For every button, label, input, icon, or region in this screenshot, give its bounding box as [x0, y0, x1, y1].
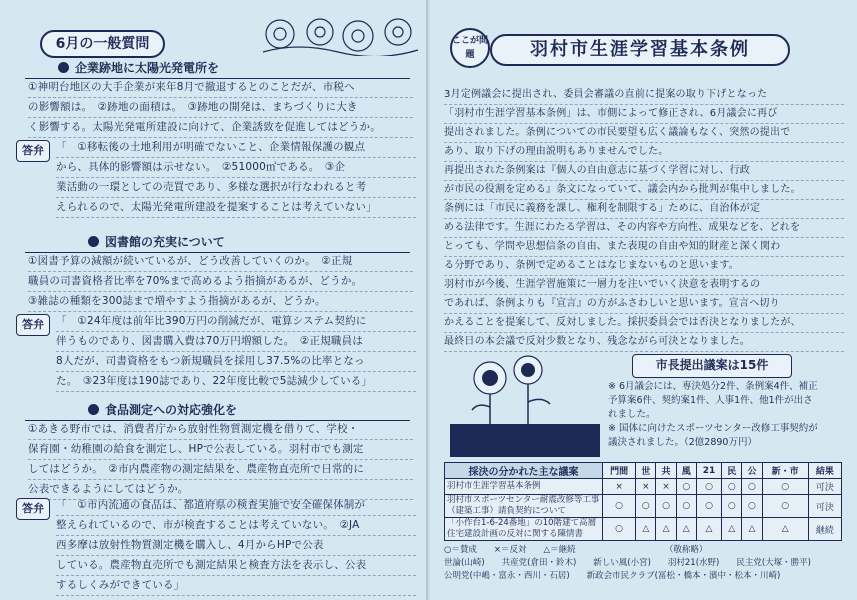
flower-illustration: [258, 12, 423, 56]
vote-cell: △: [636, 518, 656, 541]
vote-cell: ○: [676, 479, 696, 495]
column-header: 結果: [808, 463, 841, 479]
vote-cell: ○: [656, 495, 676, 518]
bullet-icon: [88, 236, 99, 247]
vote-cell: △: [656, 518, 676, 541]
question-text: ①図書予算の減額が続いているが、どう改善していくのか。 ②正規 職員の司書資格者比率を70%まで高めるよう指摘があるが、どうか。 ③雑誌の種類を300誌まで増やすよう指摘があるが、どうか。: [28, 252, 413, 312]
vote-cell: ○: [762, 479, 808, 495]
page-title: 羽村市生涯学習基本条例: [490, 34, 790, 66]
vote-cell: ○: [696, 479, 721, 495]
section-heading: 食品測定への対応強化を: [88, 398, 408, 420]
vote-cell: ○: [762, 495, 808, 518]
column-header: 風: [676, 463, 696, 479]
answer-text: 「 ①移転後の土地利用が明確でないこと、企業情報保護の観点 から、具体的影響額は示せない。 ②51000㎡である。 ③企 業活動の一環としての売買であり、多様な選択が行なわれると考 えられるので、太陽光発電所建設を提案することは考えていない」: [56, 138, 416, 218]
problem-badge: ここが問題: [450, 28, 490, 68]
result-cell: 可決: [808, 479, 841, 495]
table-row: [445, 479, 842, 495]
bill-count-heading: 市長提出議案は15件: [632, 354, 792, 378]
answer-text: 「 ①24年度は前年比390万円の削減だが、電算システム契約に 伴うものであり、図書購入費は70万円増額した。 ②正規職員は 8人だが、司書資格をもつ新規職員を採用し37.5%の比率となっ た。 ③23年度は190誌であり、22年度比較で5誌減少している」: [56, 312, 416, 392]
vote-cell: △: [696, 518, 721, 541]
vote-cell: ○: [603, 518, 636, 541]
vote-cell: △: [722, 518, 742, 541]
vote-cell: ×: [636, 479, 656, 495]
column-header: 共: [656, 463, 676, 479]
section-heading: 企業跡地に太陽光発電所を: [58, 56, 408, 78]
vote-cell: ○: [722, 495, 742, 518]
right-page: [430, 0, 857, 600]
question-text: ①あきる野市では、消費者庁から放射性物質測定機を借りて、学校・ 保育園・幼稚園の給食を測定し、HPで公表している。羽村市でも測定 してはどうか。 ②市内農産物の測定結果を、農産物直売所で日常的に 公表できるようにしてはどうか。: [28, 420, 413, 500]
answer-text: 「 ①市内流通の食品は、都道府県の検査実施で安全確保体制が 整えられているので、市が検査することは考えていない。 ②JA 西多摩は放射性物質測定機を購入し、4月からHPで公表 している。農産物直売所でも測定結果と検査方法を表示し、公表 するしくみができている」: [56, 496, 416, 596]
answer-badge: 答弁: [16, 314, 50, 336]
vote-cell: ○: [696, 495, 721, 518]
article-body: 3月定例議会に提出され、委員会審議の直前に提案の取り下げとなった 「羽村市生涯学習基本条例」は、市側によって修正され、6月議会に再び 提出されました。条例についての市民要望も広く議論もなく、突然の提出で あり、取り下げの理由説明もありませんでした。 再提出された条例案は『個人の自由意志に基づく学習に対し、行政 が市民の役割を定める』条文になっていて、議会内から批判が集中しました。 条例には「市民に義務を課し、権利を制限する」ために、自治体が定 める法律です。生涯にわたる学習は、その内容や方向性、成果などを、どれを とっても、学問や思想信条の自由、また表現の自由や知的財産と深く関わ る分野であり、条例で定めることはなじまないものと思います。 羽村市が今後、生涯学習施策に一層力を注いでいく決意を表明するの であれば、条例よりも『宣言』の方がふさわしいと思います。宣言へ切り かえることを提案して、反対しました。採択委員会では否決となりましたが、 最終日の本会議で反対少数となり、残念ながら可決となりました。: [444, 86, 844, 352]
table-row: [445, 495, 842, 518]
table-row: [445, 518, 842, 541]
vote-cell: △: [742, 518, 762, 541]
bill-name: 羽村市スポーツセンター耐震改修等工事（建築工事）請負契約について: [445, 495, 603, 518]
table-header-row: [445, 463, 842, 479]
general-questions-tag: 6月の一般質問: [40, 30, 165, 58]
column-header: 新・市: [762, 463, 808, 479]
vote-cell: ○: [603, 495, 636, 518]
vote-cell: △: [762, 518, 808, 541]
column-header: 公: [742, 463, 762, 479]
bill-name: 「小作台1-6-24番地」の10階建て高層住宅建設計画の反対に関する陳情書: [445, 518, 603, 541]
result-cell: 継続: [808, 518, 841, 541]
bullet-icon: [58, 62, 69, 73]
bullet-icon: [88, 404, 99, 415]
vote-cell: ○: [742, 495, 762, 518]
table-heading: 採決の分かれた主な議案: [445, 463, 603, 479]
vote-cell: ○: [742, 479, 762, 495]
left-page: [0, 0, 428, 600]
sunflower-illustration: [450, 352, 600, 457]
vote-cell: △: [676, 518, 696, 541]
answer-badge: 答弁: [16, 498, 50, 520]
column-header: 民: [722, 463, 742, 479]
column-header: 門間: [603, 463, 636, 479]
answer-badge: 答弁: [16, 140, 50, 162]
question-text: ①神明台地区の大手企業が来年8月で撤退するとのことだが、市税へ の影響額は。 ②跡地の面積は。 ③跡地の開発は、まちづくりに大き く影響する。太陽光発電所建設に向けて、企業誘致を促進してはどうか。: [28, 78, 413, 138]
vote-table: [444, 462, 842, 541]
vote-legend: ○＝賛成 ×＝反対 △＝継続 （敬称略） 世論(山崎) 共産党(倉田・鈴木) 新しい風(小宮) 羽村21(水野) 民主党(大塚・勝平) 公明党(中嶋・富永・西川・石居) 新政会市民クラブ(冨松・橋本・濱中・松本・川崎): [444, 545, 811, 581]
column-header: 世: [636, 463, 656, 479]
vote-cell: ×: [656, 479, 676, 495]
section-heading: 図書館の充実について: [88, 230, 408, 252]
vote-cell: ○: [636, 495, 656, 518]
notes: ※ 6月議会には、専決処分2件、条例案4件、補正 予算案6件、契約案1件、人事1件、他1件が出さ れました。 ※ 国体に向けたスポーツセンター改修工事契約が 議決されました。（2億2890万円）: [608, 381, 818, 448]
vote-cell: ○: [722, 479, 742, 495]
result-cell: 可決: [808, 495, 841, 518]
vote-cell: ○: [676, 495, 696, 518]
vote-cell: ×: [603, 479, 636, 495]
column-header: 21: [696, 463, 721, 479]
bill-name: 羽村市生涯学習基本条例: [445, 479, 603, 495]
